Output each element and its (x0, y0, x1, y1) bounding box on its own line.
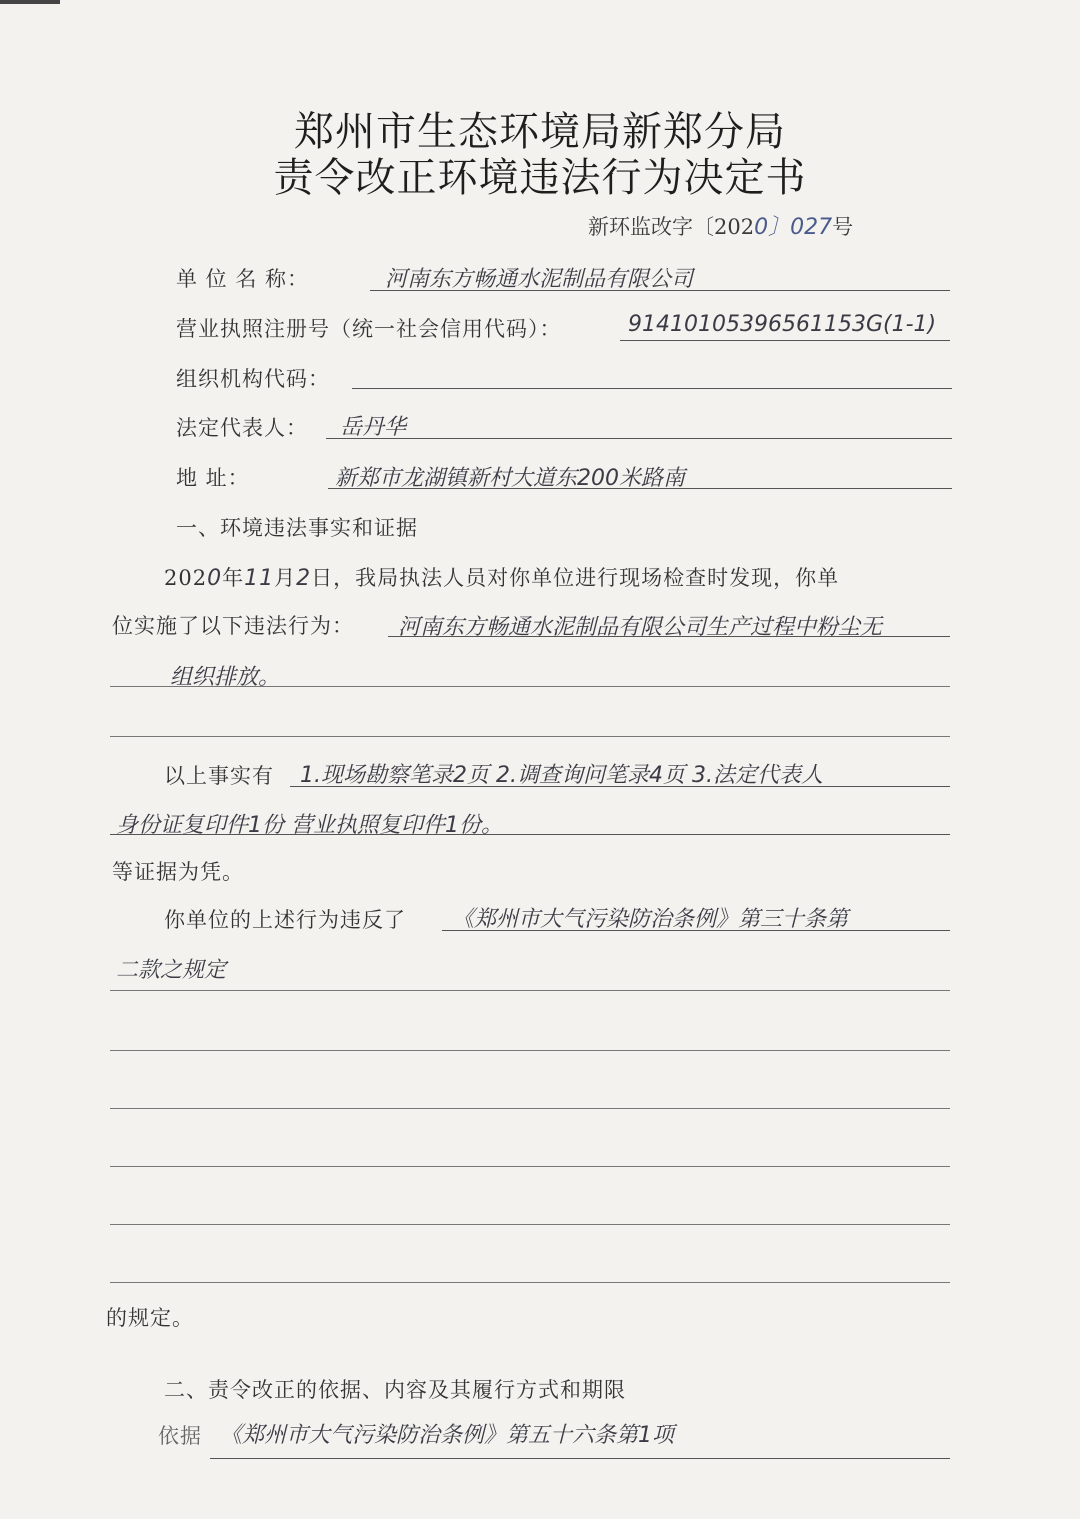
ruled-line (110, 1050, 950, 1051)
date-text: 日，我局执法人员对你单位进行现场检查时发现，你单 (311, 566, 840, 590)
violation-hand-line1: 河南东方畅通水泥制品有限公司生产过程中粉尘无 (398, 615, 883, 640)
doc-number-suffix: 号 (832, 215, 854, 239)
ruled-line (110, 736, 950, 737)
basis-hand: 《郑州市大气污染防治条例》第五十六条第1项 (220, 1423, 674, 1448)
document-title-line2: 责令改正环境违法行为决定书 (273, 155, 807, 201)
facts-line1 (164, 562, 839, 592)
document-title-line1: 郑州市生态环境局新郑分局 (294, 109, 786, 155)
basis-underline (210, 1458, 950, 1459)
ruled-line (110, 990, 950, 991)
evidence-prefix: 以上事实有 (164, 764, 274, 788)
ruled-line (110, 1224, 950, 1225)
violation-law-prefix: 你单位的上述行为违反了 (164, 908, 406, 932)
address-label: 地 址： (176, 466, 250, 490)
date-prefix: 202 (164, 566, 208, 590)
evidence-underline-1 (290, 786, 950, 787)
legal-rep-value: 岳丹华 (340, 415, 407, 440)
org-code-underline (352, 388, 952, 389)
unit-name-underline (370, 290, 950, 291)
section2-heading: 二、责令改正的依据、内容及其履行方式和期限 (164, 1378, 626, 1402)
legal-rep-underline (326, 438, 952, 439)
violation-law-underline-1 (442, 930, 950, 931)
violation-law-hand-line1: 《郑州市大气污染防治条例》第三十条第 (452, 907, 849, 932)
basis-prefix: 依据 (158, 1424, 202, 1448)
violation-underline-1 (388, 636, 950, 637)
ruled-line (110, 686, 950, 687)
violation-law-hand-line2: 二款之规定 (116, 958, 227, 983)
scan-edge-mark (0, 0, 60, 4)
document-number (588, 210, 853, 241)
ruled-line (110, 1166, 950, 1167)
evidence-suffix: 等证据为凭。 (112, 860, 244, 884)
date-day-hand: 2 (296, 566, 312, 591)
doc-number-prefix: 新环监改字〔202 (588, 215, 755, 239)
date-month-suffix: 月 (274, 566, 297, 590)
evidence-hand-line1: 1.现场勘察笔录2页 2.调查询问笔录4页 3.法定代表人 (300, 763, 823, 788)
ruled-line (110, 1282, 950, 1283)
unit-name-label: 单 位 名 称： (176, 267, 310, 291)
license-underline (620, 340, 950, 341)
license-value: 91410105396561153G(1-1) (628, 312, 937, 337)
org-code-label: 组织机构代码： (176, 367, 330, 391)
violation-law-suffix: 的规定。 (106, 1306, 194, 1330)
date-year-suffix: 年 (222, 566, 245, 590)
ruled-line (110, 1108, 950, 1109)
date-year-hand: 0 (207, 566, 223, 591)
section1-heading: 一、环境违法事实和证据 (176, 516, 418, 540)
evidence-underline-2 (110, 834, 950, 835)
facts-line2-prefix: 位实施了以下违法行为： (112, 614, 354, 638)
date-month-hand: 11 (244, 566, 275, 591)
legal-rep-label: 法定代表人： (176, 416, 308, 440)
address-value: 新郑市龙湖镇新村大道东200米路南 (335, 466, 685, 491)
doc-number-handwritten: 0〕027 (754, 215, 833, 240)
violation-hand-line2: 组织排放。 (170, 665, 281, 690)
evidence-hand-line2: 身份证复印件1份 营业执照复印件1份。 (116, 813, 503, 838)
address-underline (328, 488, 952, 489)
unit-name-value: 河南东方畅通水泥制品有限公司 (385, 267, 694, 292)
license-label: 营业执照注册号（统一社会信用代码）： (176, 317, 562, 341)
